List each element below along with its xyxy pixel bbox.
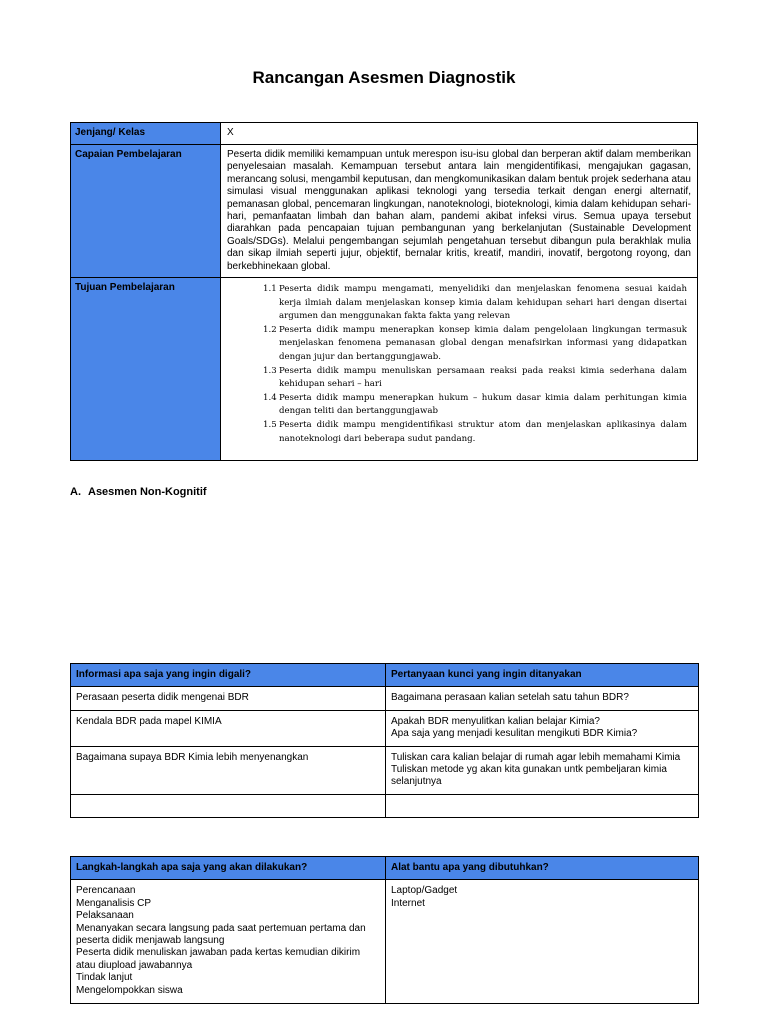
- item-number: 1.4: [263, 392, 277, 403]
- info-table: [70, 122, 698, 461]
- table-cell: [71, 710, 386, 746]
- item-number: 1.2: [263, 324, 277, 335]
- list-item: [263, 392, 691, 419]
- cell-line: Internet: [391, 897, 425, 909]
- item-number: 1.5: [263, 420, 277, 430]
- cell-line: Menanyakan secara langsung pada saat pertemuan pertama dan peserta didik menjawab langsung: [76, 922, 366, 947]
- table-row-empty: [71, 794, 699, 817]
- cell-line: Bagaimana perasaan kalian setelah satu tahun BDR?: [391, 692, 629, 704]
- cell-line: Mengelompokkan siswa: [76, 984, 183, 996]
- tujuan-list: [227, 282, 691, 456]
- table-row: [71, 687, 699, 710]
- cell-line: Laptop/Gadget: [391, 885, 458, 897]
- table-cell: [386, 746, 699, 794]
- cell-line: Apa saja yang menjadi kesulitan mengikuti BDR Kimia?: [391, 728, 638, 740]
- cell-line: Perencanaan: [76, 885, 136, 897]
- table-row: [71, 145, 698, 278]
- jenjang-label: Jenjang/ Kelas: [71, 123, 221, 145]
- table-cell: [386, 710, 699, 746]
- table-cell: [71, 746, 386, 794]
- list-item: [263, 419, 691, 446]
- non-kognitif-table: [70, 663, 699, 818]
- table-cell: [386, 687, 699, 710]
- tujuan-label: Tujuan Pembelajaran: [71, 278, 221, 461]
- cell-line: Pelaksanaan: [76, 910, 134, 922]
- table-row: [71, 880, 699, 1004]
- table-cell-empty: [71, 794, 386, 817]
- cell-line: Peserta didik menuliskan jawaban pada kertas kemudian dikirim atau diupload jawabannya: [76, 947, 361, 971]
- column-header: Informasi apa saja yang ingin digali?: [71, 664, 386, 687]
- item-text: Peserta didik mampu menuliskan persamaan reaksi pada reaksi kimia sederhana dalam kehidupan sehari – hari: [279, 365, 687, 390]
- cell-line: Perasaan peserta didik mengenai BDR: [76, 692, 249, 704]
- table-cell: [71, 687, 386, 710]
- capaian-label: Capaian Pembelajaran: [71, 145, 221, 278]
- section-heading: [70, 486, 207, 498]
- item-text: Peserta didik mampu menerapkan konsep kimia dalam pengelolaan lingkungan termasuk menjelaskan fenomena pemanasan global dengan menafsirkan informasi yang didapatkan dengan jujur dan bertanggungjawab.: [279, 324, 687, 363]
- column-header: Alat bantu apa yang dibutuhkan?: [386, 857, 699, 880]
- column-header: Pertanyaan kunci yang ingin ditanyakan: [386, 664, 699, 687]
- cell-line: Menganalisis CP: [76, 897, 152, 909]
- table-row: [71, 746, 699, 794]
- table-row: [71, 123, 698, 145]
- cell-line: Tuliskan cara kalian belajar di rumah agar lebih memahami Kimia: [391, 751, 681, 763]
- table-header-row: [71, 664, 699, 687]
- list-item: [263, 283, 691, 324]
- item-number: 1.1: [263, 284, 277, 295]
- table-row: [71, 278, 698, 461]
- cell-line: Kendala BDR pada mapel KIMIA: [76, 715, 222, 727]
- cell-line: Tindak lanjut: [76, 972, 133, 984]
- page-title: Rancangan Asesmen Diagnostik: [252, 68, 516, 87]
- cell-line: Tuliskan metode yg akan kita gunakan untk pembeljaran kimia selanjutnya: [391, 764, 667, 788]
- tujuan-value: [221, 278, 698, 461]
- list-item: [263, 365, 691, 392]
- cell-line: Apakah BDR menyulitkan kalian belajar Kimia?: [391, 715, 600, 727]
- cell-line: Bagaimana supaya BDR Kimia lebih menyenangkan: [76, 751, 309, 763]
- section-letter: A.: [70, 486, 81, 498]
- table-header-row: [71, 857, 699, 880]
- list-item: [263, 324, 691, 365]
- item-text: Peserta didik mampu mengidentifikasi struktur atom dan menjelaskan aplikasinya dalam nanoteknologi dari beberapa sudut pandang.: [279, 420, 687, 444]
- item-text: Peserta didik mampu mengamati, menyelidiki dan menjelaskan fenomena sesuai kaidah kerja ilmiah dalam menjelaskan konsep kimia dalam kehidupan sehari hari dengan disertai argumen dan menggunakan fakta fakta yang relevan: [279, 284, 687, 322]
- table-row: [71, 710, 699, 746]
- capaian-value: Peserta didik memiliki kemampuan untuk merespon isu-isu global dan berperan aktif dalam memberikan penyelesaian masalah. Kemampuan tersebut antara lain mengidentifikasi, mengajukan gagasan, merancang solusi, mengambil keputusan, dan mengkomunikasikan dalam bentuk projek sederhana atau simulasi visual menggunakan aplikasi teknologi yang tersedia terkait dengan energi alternatif, pemanasan global, pencemaran lingkungan, nanoteknologi, bioteknologi, kimia dalam kehidupan sehari-hari, pemanfaatan limbah dan bahan alam, pandemi akibat infeksi virus. Semua upaya tersebut diarahkan pada pencapaian tujuan pembangunan yang berkelanjutan (Sustainable Development Goals/SDGs). Melalui pengembangan sejumlah pengetahuan tersebut dibangun pula berakhlak mulia dan sikap ilmiah seperti jujur, objektif, bernalar kritis, kreatif, mandiri, inovatif, bergotong royong, dan berkebhinekaan global.: [221, 145, 698, 278]
- langkah-table: [70, 856, 699, 1004]
- table-cell-empty: [386, 794, 699, 817]
- item-text: Peserta didik mampu menerapkan hukum – hukum dasar kimia dalam perhitungan kimia dengan teliti dan bertanggungjawab: [279, 392, 687, 417]
- section-title: Asesmen Non-Kognitif: [88, 486, 207, 498]
- table-cell: [71, 880, 386, 1004]
- table-cell: [386, 880, 699, 1004]
- jenjang-value: X: [221, 123, 698, 145]
- column-header: Langkah-langkah apa saja yang akan dilakukan?: [71, 857, 386, 880]
- item-number: 1.3: [263, 365, 277, 376]
